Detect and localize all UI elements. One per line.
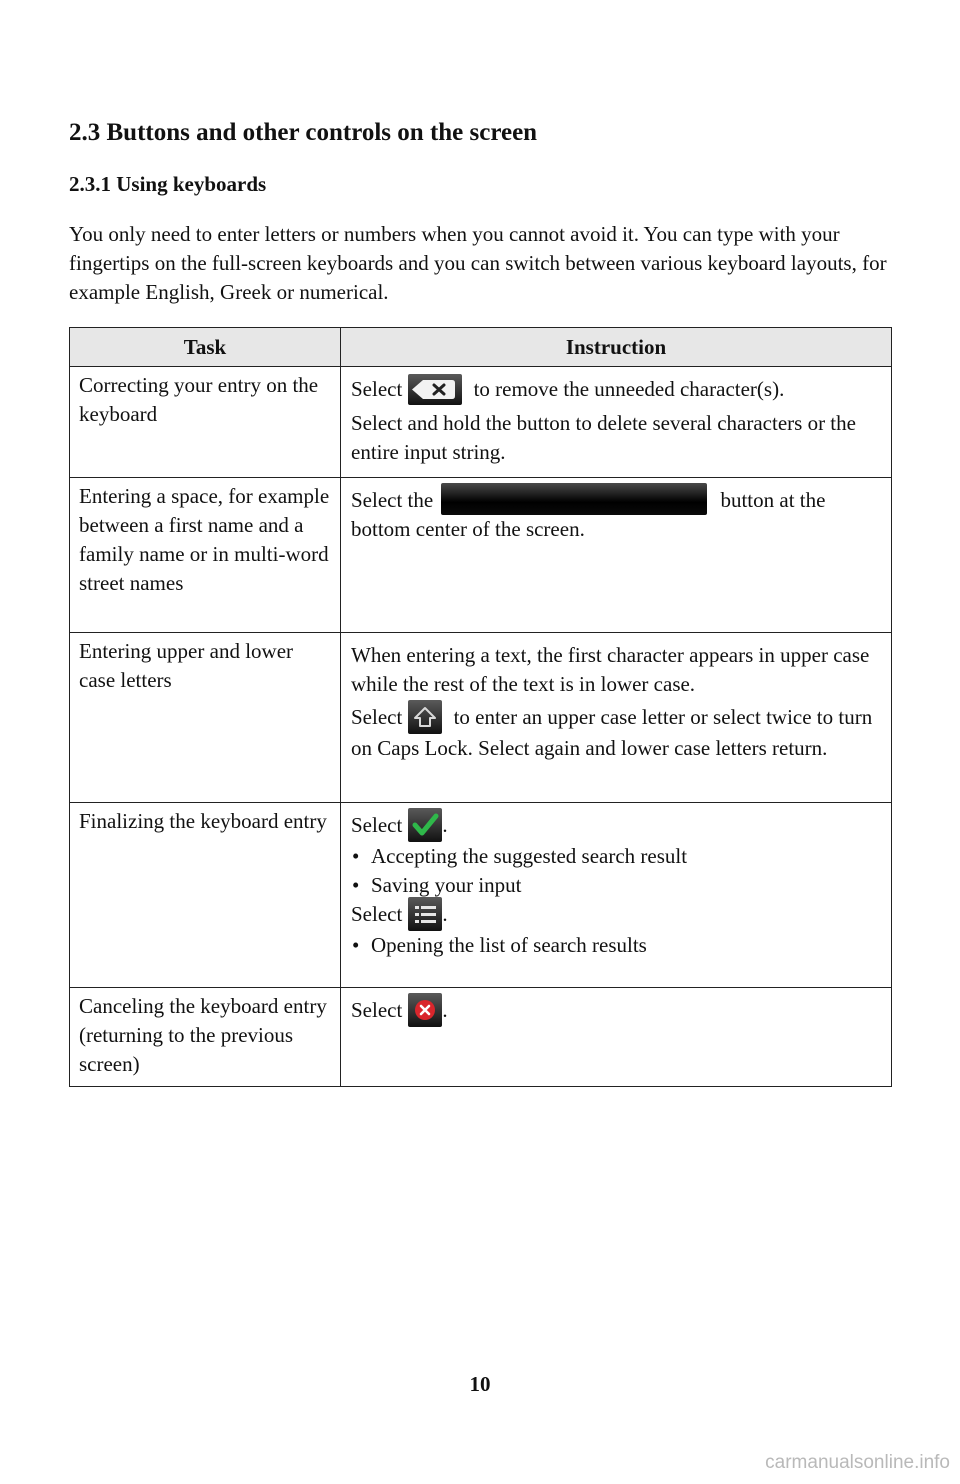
bullet-list — [351, 931, 882, 960]
intro-paragraph: You only need to enter letters or numbers when you cannot avoid it. You can type with your fingertips on the full-screen keyboards and you can switch between various keyboard layouts, for example English, Greek or numerical. — [69, 222, 887, 304]
subsection-title: 2.3.1 Using keyboards — [69, 172, 267, 196]
table-row — [70, 478, 892, 633]
task-cell: Finalizing the keyboard entry — [70, 803, 341, 988]
instruction-text — [351, 811, 882, 842]
instruction-select: Select — [351, 998, 403, 1022]
instruction-cell — [341, 988, 892, 1087]
table-row — [70, 633, 892, 803]
instruction-cell — [341, 803, 892, 988]
instruction-suffix: to remove the unneeded character(s). — [468, 377, 785, 401]
space-bar-icon — [441, 483, 707, 515]
list-item: • Saving your input — [351, 871, 882, 900]
instruction-select: Select — [351, 902, 403, 927]
instruction-text — [351, 486, 882, 544]
checkmark-icon — [408, 808, 442, 842]
keyboard-controls-table — [69, 327, 892, 1087]
list-item: • Opening the list of search results — [351, 931, 882, 960]
instruction-suffix: . — [442, 998, 448, 1022]
section-title: 2.3 Buttons and other controls on the screen — [69, 119, 538, 146]
column-header-instruction: Instruction — [341, 328, 892, 367]
instruction-text — [351, 900, 882, 931]
task-cell: Correcting your entry on the keyboard — [70, 367, 341, 478]
instruction-suffix: . — [442, 813, 448, 837]
column-header-task: Task — [70, 328, 341, 367]
backspace-icon — [408, 374, 462, 405]
task-cell: Canceling the keyboard entry (returning to the previous screen) — [70, 988, 341, 1087]
task-cell: Entering a space, for example between a first name and a family name or in multi-word street names — [70, 478, 341, 633]
table-row — [70, 803, 892, 988]
instruction-cell — [341, 478, 892, 633]
page-number: 10 — [469, 1372, 491, 1396]
table-row — [70, 367, 892, 478]
list-item: • Accepting the suggested search result — [351, 842, 882, 871]
instruction-text — [351, 703, 882, 763]
table-row — [70, 988, 892, 1087]
instruction-suffix: button at the bottom center of the screen. — [351, 488, 826, 542]
bullet-list — [351, 842, 882, 900]
instruction-text: When entering a text, the first character appears in upper case while the rest of the text is in lower case. — [351, 643, 870, 696]
instruction-text — [351, 996, 882, 1027]
task-cell: Entering upper and lower case letters — [70, 633, 341, 803]
instruction-cell — [341, 633, 892, 803]
instruction-text: Select and hold the button to delete several characters or the entire input string. — [351, 410, 856, 464]
instruction-select: Select — [351, 705, 403, 729]
instruction-cell — [341, 367, 892, 478]
shift-arrow-icon — [408, 700, 442, 734]
instruction-suffix: to enter an upper case letter or select twice to turn on Caps Lock. Select again and lower case letters return. — [351, 705, 873, 761]
instruction-select: Select — [351, 377, 403, 401]
instruction-text — [351, 375, 882, 405]
cancel-x-icon — [408, 993, 442, 1027]
instruction-select: Select the — [351, 488, 434, 512]
table-header-row — [70, 328, 892, 367]
instruction-suffix: . — [442, 902, 448, 927]
list-icon — [408, 897, 442, 931]
instruction-select: Select — [351, 813, 403, 837]
watermark: carmanualsonline.info — [765, 1452, 950, 1473]
